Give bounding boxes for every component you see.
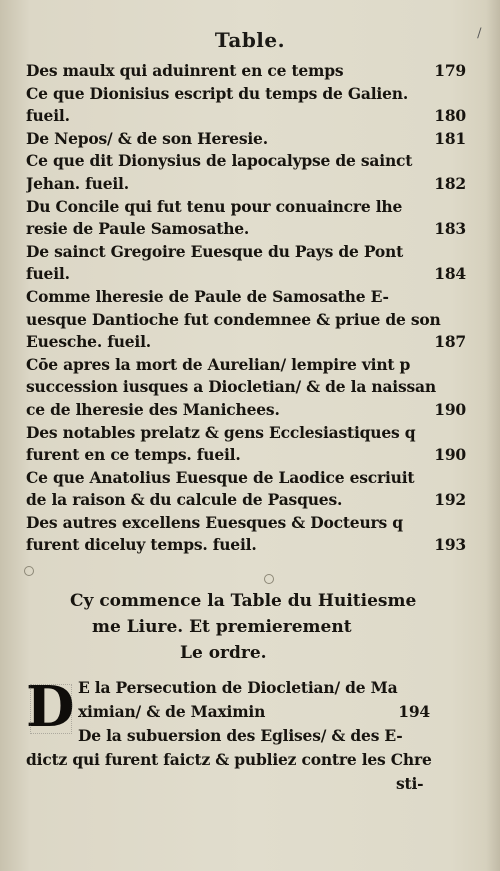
toc-line (26, 467, 466, 490)
page-title: Table. (214, 28, 286, 52)
toc-text: De Nepos/ & de son Heresie. (26, 128, 268, 148)
toc-text: E la Persecution de Diocletian/ de Ma (78, 678, 398, 697)
toc-text: uesque Dantioche fut condemnee & priue de son (26, 309, 441, 329)
toc-page-number: 184 (434, 264, 466, 284)
toc-text: Des maulx qui aduinrent en ce temps (26, 61, 344, 80)
toc-text: Ce que Dionisius escript du temps de Galien. (26, 83, 409, 103)
section-heading-line: me Liure. Et premierement (92, 617, 352, 637)
toc-text: Des autres excellens Euesques & Docteurs q (26, 512, 403, 532)
toc-line (26, 241, 466, 264)
toc-line (26, 218, 466, 241)
toc-page-number: 190 (434, 445, 466, 465)
toc-line (26, 263, 466, 286)
toc-page-number: 192 (434, 490, 466, 510)
toc-line (26, 444, 466, 467)
corner-mark: / (477, 26, 482, 41)
pinhole-mark (264, 574, 274, 584)
page-header (0, 28, 500, 52)
toc-line (26, 309, 466, 332)
toc-text: Cōe apres la mort de Aurelian/ lempire vint p (26, 354, 411, 374)
toc-text: fueil. (26, 264, 70, 284)
toc-text: Comme lheresie de Paule de Samosathe E- (26, 286, 389, 306)
book8-entries (26, 676, 466, 796)
page-edge-shadow (486, 0, 500, 871)
toc-line (26, 354, 466, 377)
section-heading-line: Le ordre. (180, 643, 267, 663)
toc-line (26, 399, 466, 422)
toc-line (26, 83, 466, 106)
toc-text: resie de Paule Samosathe. (26, 219, 250, 239)
toc-text: dictz qui furent faictz & publiez contre les Chre (26, 750, 432, 769)
toc-text: Ce que dit Dionysius de lapocalypse de sainct (26, 151, 413, 171)
toc-line (26, 700, 466, 724)
toc-text: ximian/ & de Maximin (78, 702, 266, 721)
toc-text: Des notables prelatz & gens Ecclesiastiques q (26, 422, 416, 442)
toc-line (26, 60, 466, 83)
decorated-initial: D (26, 674, 75, 740)
toc-line (26, 105, 466, 128)
section-heading (60, 588, 420, 666)
toc-text: Jehan. fueil. (26, 173, 129, 193)
section-heading-line: Cy commence la Table du Huitiesme (70, 591, 417, 611)
toc-line (26, 286, 466, 309)
toc-page-number: 180 (434, 106, 466, 126)
toc-page-number: 181 (434, 128, 466, 148)
toc-line (26, 173, 466, 196)
toc-page-number: 190 (434, 399, 466, 419)
toc-line (26, 150, 466, 173)
toc-text: De la subuersion des Eglises/ & des E- (78, 726, 403, 745)
toc-line (26, 772, 466, 796)
toc-line (26, 676, 466, 700)
toc-page-number: 179 (434, 61, 466, 80)
toc-line (26, 534, 466, 557)
toc-line (26, 512, 466, 535)
table-of-contents (26, 60, 466, 557)
toc-text: sti- (396, 774, 424, 793)
toc-text: furent diceluy temps. fueil. (26, 535, 257, 555)
toc-line (26, 422, 466, 445)
pinhole-mark (24, 566, 34, 576)
toc-text: ce de lheresie des Manichees. (26, 399, 280, 419)
toc-line (26, 748, 466, 772)
toc-line (26, 376, 466, 399)
toc-text: Ce que Anatolius Euesque de Laodice escriuit (26, 467, 415, 487)
toc-page-number: 193 (434, 535, 466, 555)
toc-line (26, 128, 466, 151)
toc-line (26, 489, 466, 512)
toc-page-number: 182 (434, 173, 466, 193)
toc-page-number: 194 (398, 702, 430, 721)
toc-page-number: 187 (434, 332, 466, 352)
toc-page-number: 183 (434, 219, 466, 239)
toc-text: furent en ce temps. fueil. (26, 445, 241, 465)
toc-text: Euesche. fueil. (26, 332, 152, 352)
toc-text: de la raison & du calcule de Pasques. (26, 490, 343, 510)
toc-text: De sainct Gregoire Euesque du Pays de Pont (26, 241, 404, 261)
toc-line (26, 196, 466, 219)
toc-text: fueil. (26, 106, 70, 126)
toc-line (26, 724, 466, 748)
toc-text: Du Concile qui fut tenu pour conuaincre lhe (26, 196, 403, 216)
toc-text: succession iusques a Diocletian/ & de la naissan (26, 377, 436, 397)
toc-line (26, 331, 466, 354)
